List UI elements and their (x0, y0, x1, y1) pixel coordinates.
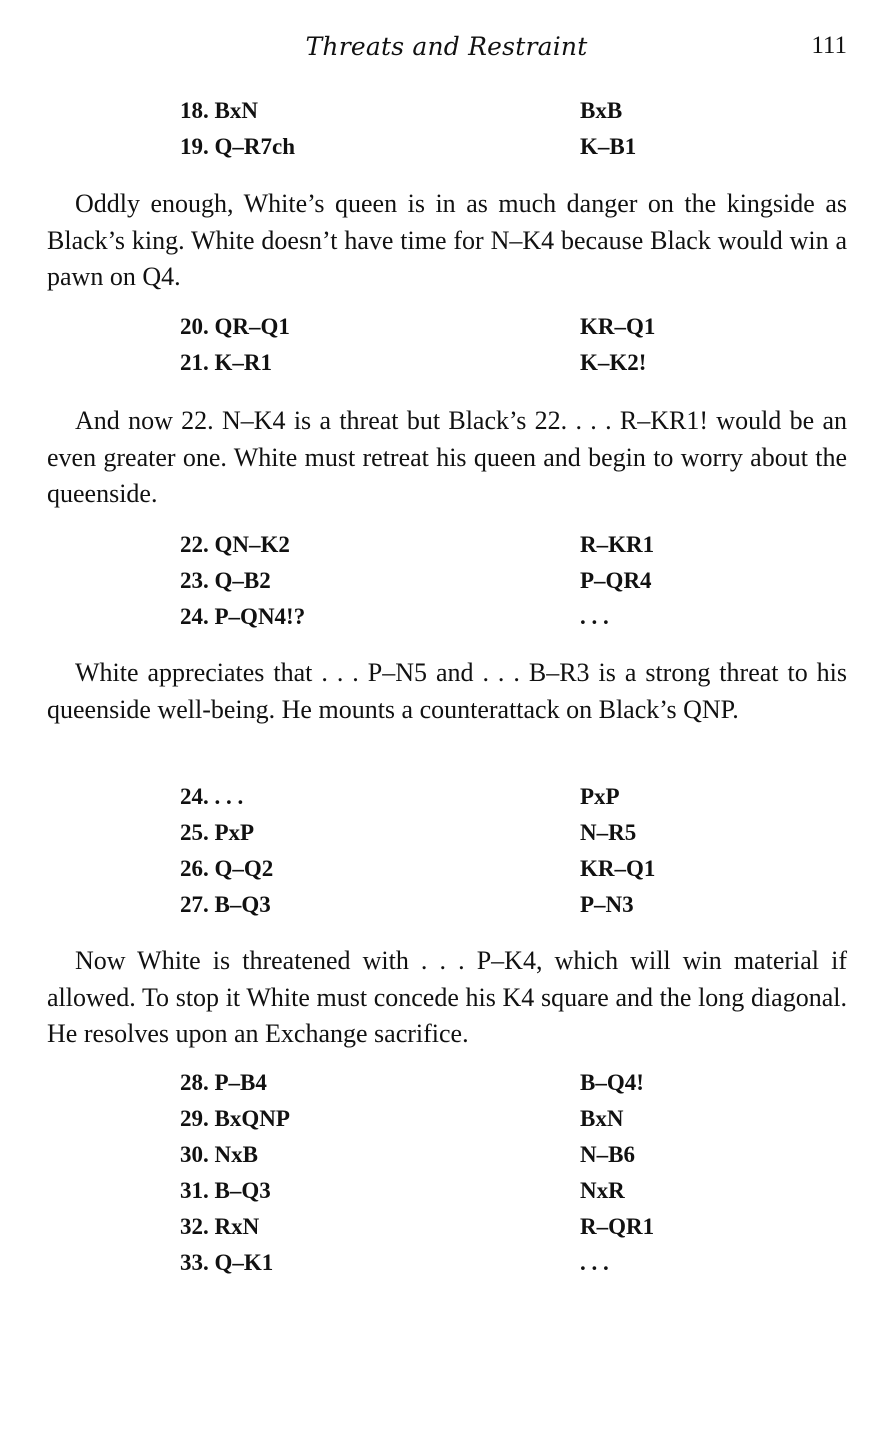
black-move: . . . (580, 1250, 609, 1275)
white-move: 22. QN–K2 (180, 532, 290, 557)
white-move: 28. P–B4 (180, 1070, 267, 1095)
black-move: R–QR1 (580, 1214, 655, 1239)
black-move: KR–Q1 (580, 856, 656, 881)
black-move: KR–Q1 (580, 314, 656, 339)
black-move: N–R5 (580, 820, 637, 845)
move-row (0, 348, 893, 384)
move-row (0, 132, 893, 168)
white-move: 27. B–Q3 (180, 892, 271, 917)
move-list (0, 96, 893, 168)
black-move: NxR (580, 1178, 625, 1203)
move-row (0, 96, 893, 132)
white-move: 25. PxP (180, 820, 255, 845)
white-move: 31. B–Q3 (180, 1178, 271, 1203)
move-row (0, 782, 893, 818)
black-move: P–QR4 (580, 568, 652, 593)
move-row (0, 818, 893, 854)
move-row (0, 312, 893, 348)
white-move: 26. Q–Q2 (180, 856, 274, 881)
black-move: R–KR1 (580, 532, 655, 557)
black-move: BxB (580, 98, 623, 123)
white-move: 24. P–QN4!? (180, 604, 306, 629)
move-row (0, 1140, 893, 1176)
move-row (0, 1104, 893, 1140)
black-move: B–Q4! (580, 1070, 644, 1095)
white-move: 32. RxN (180, 1214, 260, 1239)
white-move: 29. BxQNP (180, 1106, 290, 1131)
commentary-paragraph: And now 22. N–K4 is a threat but Black’s 22. . . . R–KR1! would be an even greater one. White must retreat his queen and begin to worry about the queenside. (47, 406, 847, 508)
commentary-paragraph: White appreciates that . . . P–N5 and . . . B–R3 is a strong threat to his queenside well-being. He mounts a counterattack on Black’s QNP. (47, 658, 847, 724)
move-row (0, 1068, 893, 1104)
black-move: K–K2! (580, 350, 647, 375)
black-move: PxP (580, 784, 620, 809)
commentary-paragraph: Now White is threatened with . . . P–K4, which will win material if allowed. To stop it White must concede his K4 square and the long diagonal. He resolves upon an Exchange sacrifice. (47, 946, 847, 1048)
black-move: BxN (580, 1106, 624, 1131)
white-move: 21. K–R1 (180, 350, 272, 375)
black-move: N–B6 (580, 1142, 635, 1167)
move-row (0, 890, 893, 926)
running-head (0, 28, 893, 68)
move-row (0, 602, 893, 638)
move-row (0, 1248, 893, 1284)
white-move: 19. Q–R7ch (180, 134, 295, 159)
black-move: . . . (580, 604, 609, 629)
white-move: 30. NxB (180, 1142, 258, 1167)
white-move: 18. BxN (180, 98, 258, 123)
move-row (0, 530, 893, 566)
white-move: 20. QR–Q1 (180, 314, 290, 339)
white-move: 24. . . . (180, 784, 244, 809)
running-title: Threats and Restraint (305, 32, 588, 61)
move-list (0, 312, 893, 384)
commentary-paragraph: Oddly enough, White’s queen is in as much danger on the kingside as Black’s king. White doesn’t have time for N–K4 because Black would win a pawn on Q4. (47, 189, 847, 291)
white-move: 33. Q–K1 (180, 1250, 274, 1275)
move-row (0, 854, 893, 890)
black-move: P–N3 (580, 892, 634, 917)
black-move: K–B1 (580, 134, 637, 159)
move-list (0, 1068, 893, 1284)
move-list (0, 530, 893, 638)
page-number: 111 (811, 32, 847, 59)
move-row (0, 1212, 893, 1248)
white-move: 23. Q–B2 (180, 568, 271, 593)
move-row (0, 566, 893, 602)
move-row (0, 1176, 893, 1212)
move-list (0, 782, 893, 926)
